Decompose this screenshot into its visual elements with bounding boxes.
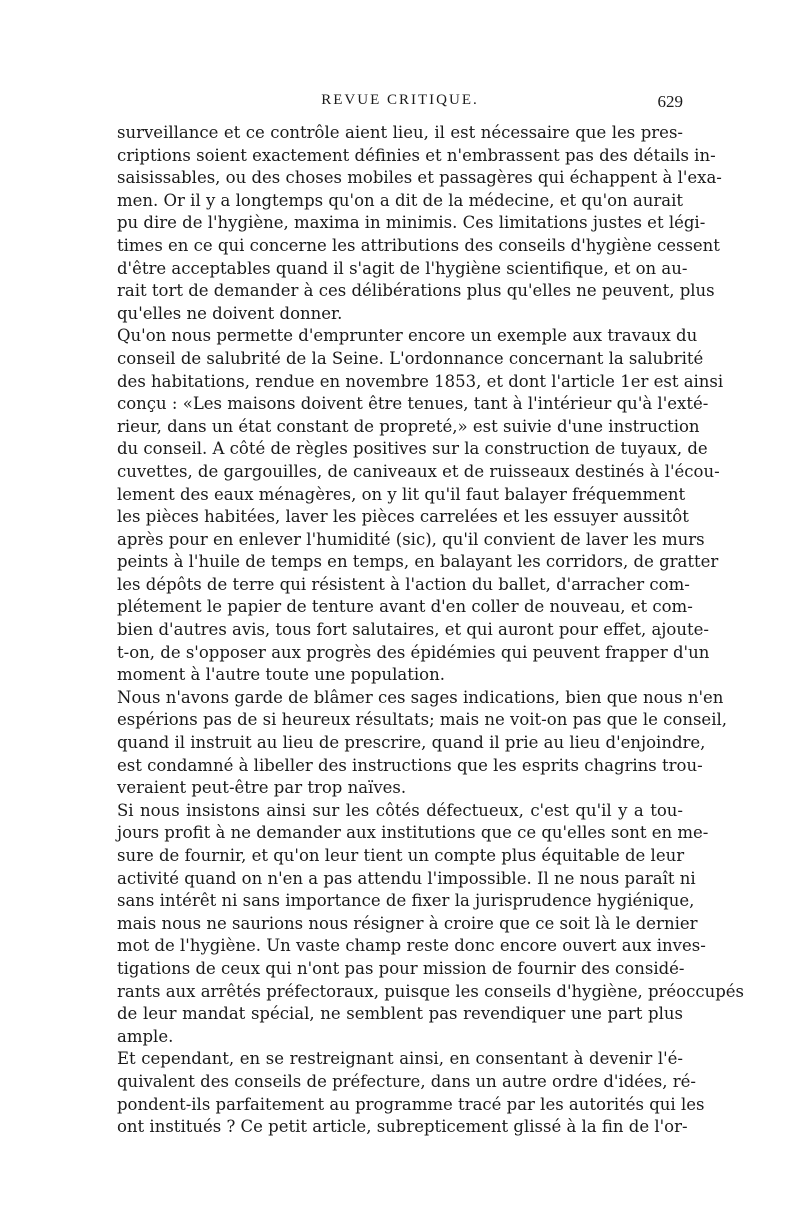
text-line: peints à l'huile de temps en temps, en balayant les corridors, de gratter — [117, 552, 719, 572]
text-line: surveillance et ce contrôle aient lieu, il est nécessaire que les pres- — [117, 123, 683, 142]
text-line: est condamné à libeller des instructions que les esprits chagrins trou- — [117, 755, 703, 775]
text-line: conçu : «Les maisons doivent être tenues, tant à l'intérieur qu'à l'exté- — [117, 394, 709, 414]
text-line: times en ce qui concerne les attributions des conseils d'hygiène cessent — [117, 235, 720, 255]
text-line: de leur mandat spécial, ne semblent pas revendiquer une part plus — [117, 1004, 683, 1024]
text-line: lement des eaux ménagères, on y lit qu'il faut balayer fréquemment — [117, 484, 686, 504]
text-line: sure de fournir, et qu'on leur tient un compte plus équitable de leur — [117, 846, 685, 865]
text-line: veraient peut-être par trop naïves. — [117, 778, 407, 798]
text-line: cuvettes, de gargouilles, de caniveaux et de ruisseaux destinés à l'écou- — [117, 461, 720, 481]
text-line: qu'elles ne doivent donner. — [117, 303, 343, 323]
text-line: mais nous ne saurions nous résigner à croire que ce soit là le dernier — [117, 913, 698, 933]
text-line: mot de l'hygiène. Un vaste champ reste donc encore ouvert aux inves- — [117, 936, 706, 956]
paragraph — [117, 687, 727, 800]
text-line: ont institués ? Ce petit article, subrepticement glissé à la fin de l'or- — [117, 1117, 688, 1137]
text-line: d'être acceptables quand il s'agit de l'hygiène scientifique, et on au- — [117, 258, 688, 278]
text-line: Qu'on nous permette d'emprunter encore un exemple aux travaux du — [117, 326, 698, 346]
text-line: sans intérêt ni sans importance de fixer la jurisprudence hygiénique, — [117, 891, 695, 911]
text-line: men. Or il y a longtemps qu'on a dit de la médecine, et qu'on aurait — [117, 190, 684, 210]
text-line: Si nous insistons ainsi sur les côtés défectueux, c'est qu'il y a tou- — [117, 800, 683, 820]
paragraph — [117, 1048, 705, 1138]
text-line: rait tort de demander à ces délibérations plus qu'elles ne peuvent, plus — [117, 281, 715, 301]
text-line: moment à l'autre toute une population. — [117, 665, 445, 685]
paragraph — [117, 800, 744, 1049]
text-line: jours profit à ne demander aux institutions que ce qu'elles sont en me- — [117, 823, 709, 843]
text-line: des habitations, rendue en novembre 1853, et dont l'article 1er est ainsi — [117, 371, 724, 391]
page — [117, 92, 744, 1139]
text-line: bien d'autres avis, tous fort salutaires, et qui auront pour effet, ajoute- — [117, 620, 709, 640]
text-line: plétement le papier de tenture avant d'en coller de nouveau, et com- — [117, 597, 693, 617]
text-line: les dépôts de terre qui résistent à l'action du ballet, d'arracher com- — [117, 574, 690, 594]
running-title: REVUE CRITIQUE. — [321, 92, 479, 108]
text-line: pu dire de l'hygiène, maxima in minimis. Ces limitations justes et légi- — [117, 213, 706, 233]
text-line: Et cependant, en se restreignant ainsi, en consentant à devenir l'é- — [117, 1049, 683, 1069]
text-line: après pour en enlever l'humidité (sic), qu'il convient de laver les murs — [117, 529, 705, 549]
text-line: conseil de salubrité de la Seine. L'ordonnance concernant la salubrité — [117, 348, 704, 368]
text-line: espérions pas de si heureux résultats; mais ne voit-on pas que le conseil, — [117, 710, 727, 730]
text-line: tigations de ceux qui n'ont pas pour mission de fournir des considé- — [117, 958, 685, 978]
text-line: du conseil. A côté de règles positives sur la construction de tuyaux, de — [117, 439, 708, 459]
text-line: pondent-ils parfaitement au programme tracé par les autorités qui les — [117, 1094, 705, 1114]
text-line: rants aux arrêtés préfectoraux, puisque les conseils d'hygiène, préoccupés — [117, 981, 744, 1001]
body-text — [117, 122, 744, 1139]
paragraph — [117, 325, 724, 687]
running-head — [117, 92, 683, 122]
text-line: les pièces habitées, laver les pièces carrelées et les essuyer aussitôt — [117, 507, 689, 527]
text-line: Nous n'avons garde de blâmer ces sages indications, bien que nous n'en — [117, 687, 724, 707]
text-line: activité quand on n'en a pas attendu l'impossible. Il ne nous paraît ni — [117, 868, 696, 888]
text-line: quivalent des conseils de préfecture, dans un autre ordre d'idées, ré- — [117, 1071, 696, 1091]
text-line: quand il instruit au lieu de prescrire, quand il prie au lieu d'enjoindre, — [117, 733, 706, 753]
text-line: rieur, dans un état constant de propreté,» est suivie d'une instruction — [117, 416, 700, 436]
text-line: saisissables, ou des choses mobiles et passagères qui échappent à l'exa- — [117, 168, 722, 188]
page-number: 629 — [657, 92, 683, 111]
text-line: t-on, de s'opposer aux progrès des épidémies qui peuvent frapper d'un — [117, 642, 710, 662]
text-line: ample. — [117, 1026, 174, 1046]
paragraph — [117, 122, 722, 325]
text-line: criptions soient exactement définies et n'embrassent pas des détails in- — [117, 145, 716, 165]
